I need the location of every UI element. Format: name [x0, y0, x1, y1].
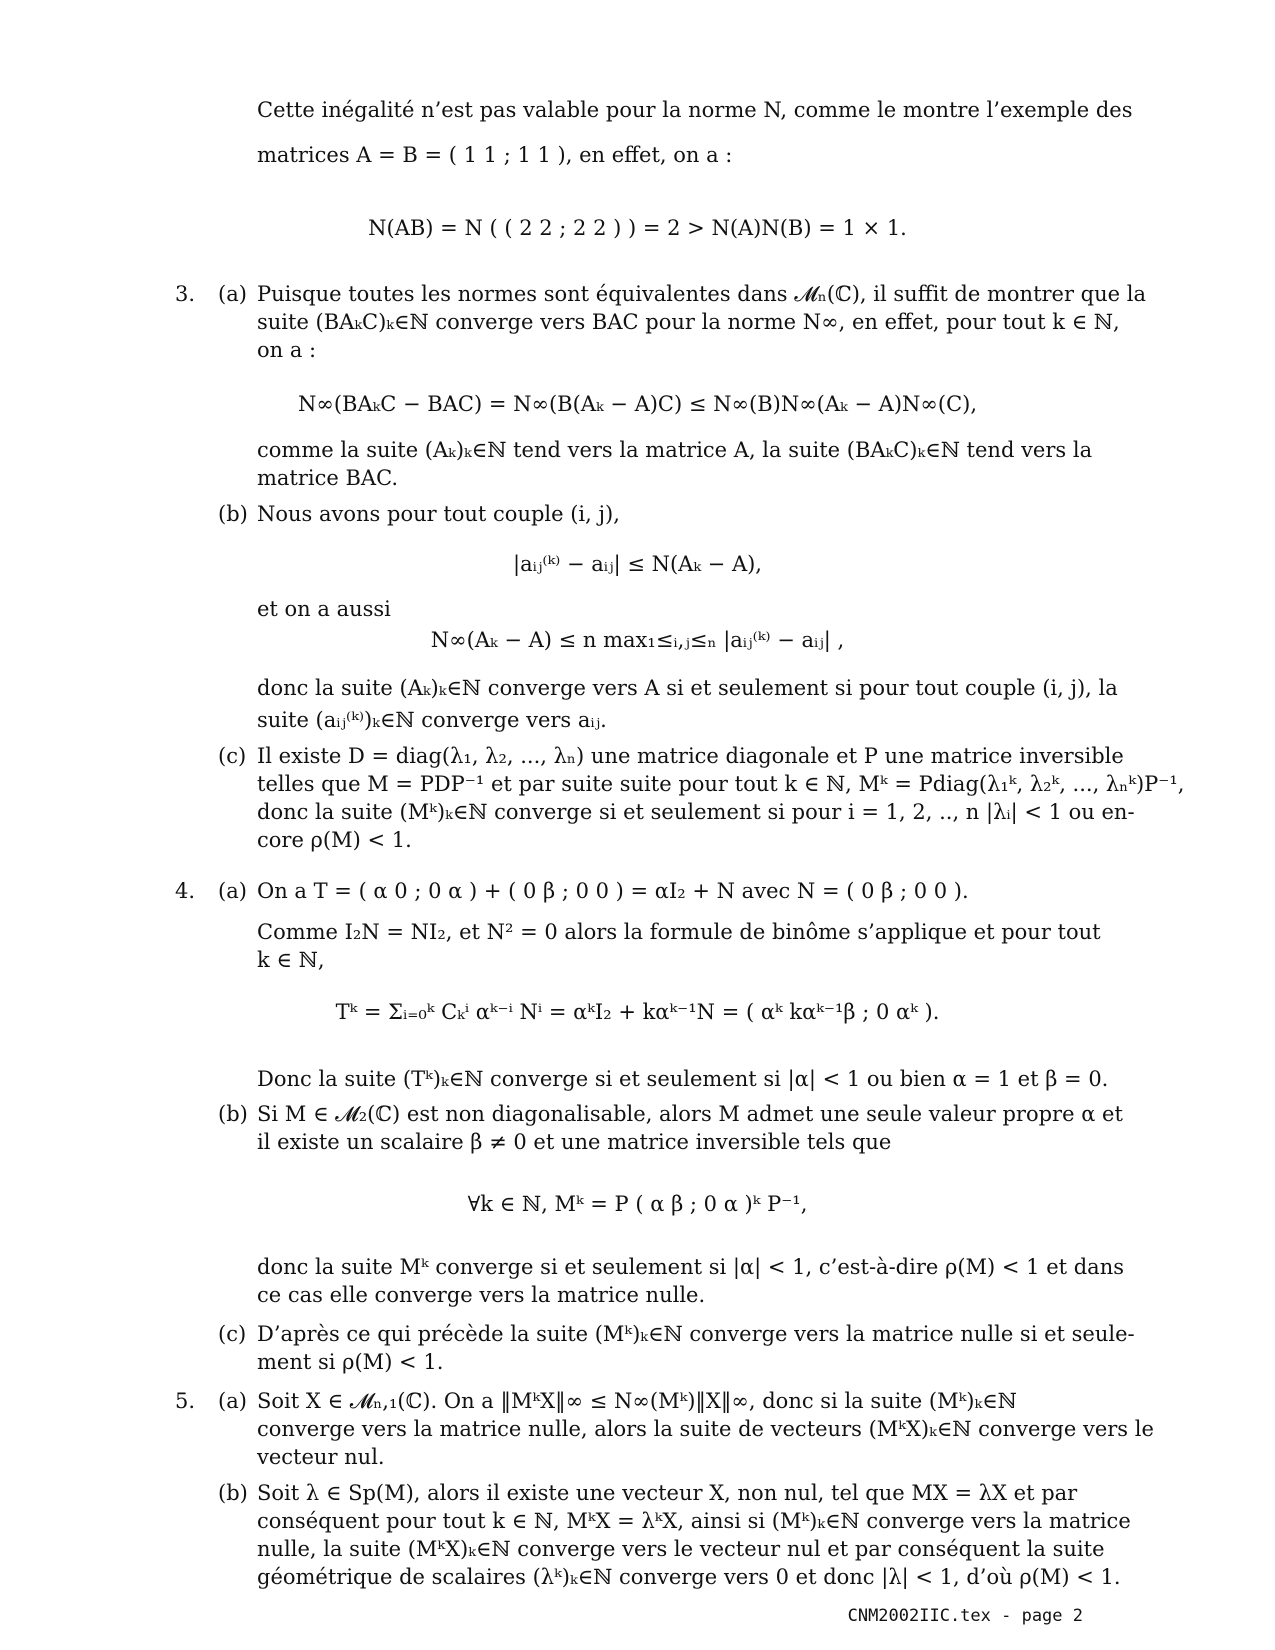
item-3b-equation-1: |aᵢⱼ⁽ᵏ⁾ − aᵢⱼ| ≤ N(Aₖ − A),: [513, 552, 762, 576]
item-4a-after: Donc la suite (Tᵏ)ₖ∈ℕ converge si et seulement si |α| < 1 ou bien α = 1 et β = 0.: [257, 1067, 1109, 1091]
item-3b-label: (b): [218, 502, 248, 526]
item-5a-line-1: Soit X ∈ 𝓜ₙ,₁(ℂ). On a ‖MᵏX‖∞ ≤ N∞(Mᵏ)‖X‖∞, donc si la suite (Mᵏ)ₖ∈ℕ: [257, 1389, 1017, 1413]
item-4a-line-3: k ∈ ℕ,: [257, 948, 325, 972]
item-3a-label: (a): [218, 282, 247, 306]
intro-line-1: Cette inégalité n’est pas valable pour la norme N, comme le montre l’exemple des: [257, 98, 1133, 122]
item-4c-line-2: ment si ρ(M) < 1.: [257, 1350, 444, 1374]
item-4a-equation: Tᵏ = Σᵢ₌₀ᵏ Cₖⁱ αᵏ⁻ⁱ Nⁱ = αᵏI₂ + kαᵏ⁻¹N = ( αᵏ kαᵏ⁻¹β ; 0 αᵏ ).: [335, 1000, 940, 1024]
item-5b-line-1: Soit λ ∈ Sp(M), alors il existe une vecteur X, non nul, tel que MX = λX et par: [257, 1481, 1078, 1505]
page-footer: CNM2002IIC.tex - page 2: [847, 1606, 1083, 1626]
item-5a-line-3: vecteur nul.: [257, 1445, 385, 1469]
item-4b-line-1: Si M ∈ 𝓜₂(ℂ) est non diagonalisable, alors M admet une seule valeur propre α et: [257, 1102, 1123, 1126]
item-3b-line-2: et on a aussi: [257, 597, 391, 621]
item-3a-line-2: suite (BAₖC)ₖ∈ℕ converge vers BAC pour la norme N∞, en effet, pour tout k ∈ ℕ,: [257, 310, 1120, 334]
item-3b-after-2: suite (aᵢⱼ⁽ᵏ⁾)ₖ∈ℕ converge vers aᵢⱼ.: [257, 708, 607, 732]
item-4b-label: (b): [218, 1102, 248, 1126]
item-5b-label: (b): [218, 1481, 248, 1505]
item-3b-equation-2: N∞(Aₖ − A) ≤ n max₁≤ᵢ,ⱼ≤ₙ |aᵢⱼ⁽ᵏ⁾ − aᵢⱼ| ,: [430, 628, 845, 652]
item-5b-line-2: conséquent pour tout k ∈ ℕ, MᵏX = λᵏX, ainsi si (Mᵏ)ₖ∈ℕ converge vers la matrice: [257, 1509, 1131, 1533]
item-number-5: 5.: [175, 1389, 196, 1413]
item-4c-label: (c): [218, 1322, 247, 1346]
item-3a-line-1: Puisque toutes les normes sont équivalentes dans 𝓜ₙ(ℂ), il suffit de montrer que la: [257, 282, 1146, 306]
item-5a-label: (a): [218, 1389, 247, 1413]
item-4b-after-1: donc la suite Mᵏ converge si et seulement si |α| < 1, c’est-à-dire ρ(M) < 1 et dans: [257, 1255, 1124, 1279]
item-4a-line-2: Comme I₂N = NI₂, et N² = 0 alors la formule de binôme s’applique et pour tout: [257, 920, 1101, 944]
item-3c-line-4: core ρ(M) < 1.: [257, 828, 412, 852]
item-3b-line-1: Nous avons pour tout couple (i, j),: [257, 502, 620, 526]
item-3a-equation: N∞(BAₖC − BAC) = N∞(B(Aₖ − A)C) ≤ N∞(B)N∞(Aₖ − A)N∞(C),: [297, 392, 978, 416]
intro-equation: N(AB) = N ( ( 2 2 ; 2 2 ) ) = 2 > N(A)N(B) = 1 × 1.: [368, 216, 907, 240]
item-3c-line-2: telles que M = PDP⁻¹ et par suite suite pour tout k ∈ ℕ, Mᵏ = Pdiag(λ₁ᵏ, λ₂ᵏ, ..., λₙᵏ)P⁻¹,: [257, 772, 1185, 796]
item-number-3: 3.: [175, 282, 196, 306]
item-4a-label: (a): [218, 879, 247, 903]
item-4a-line-1: On a T = ( α 0 ; 0 α ) + ( 0 β ; 0 0 ) = αI₂ + N avec N = ( 0 β ; 0 0 ).: [257, 879, 969, 903]
item-3a-after-2: matrice BAC.: [257, 466, 399, 490]
item-3c-line-1: Il existe D = diag(λ₁, λ₂, ..., λₙ) une matrice diagonale et P une matrice inversible: [257, 744, 1124, 768]
item-4b-line-2: il existe un scalaire β ≠ 0 et une matrice inversible tels que: [257, 1130, 892, 1154]
item-number-4: 4.: [175, 879, 196, 903]
item-5a-line-2: converge vers la matrice nulle, alors la suite de vecteurs (MᵏX)ₖ∈ℕ converge vers le: [257, 1417, 1154, 1441]
item-3c-label: (c): [218, 744, 247, 768]
item-3b-after-1: donc la suite (Aₖ)ₖ∈ℕ converge vers A si et seulement si pour tout couple (i, j), la: [257, 676, 1118, 700]
item-5b-line-4: géométrique de scalaires (λᵏ)ₖ∈ℕ converge vers 0 et donc |λ| < 1, d’où ρ(M) < 1.: [257, 1565, 1121, 1589]
item-4c-line-1: D’après ce qui précède la suite (Mᵏ)ₖ∈ℕ converge vers la matrice nulle si et seule-: [257, 1322, 1135, 1346]
intro-line-2: matrices A = B = ( 1 1 ; 1 1 ), en effet, on a :: [257, 143, 733, 167]
item-4b-after-2: ce cas elle converge vers la matrice nulle.: [257, 1283, 706, 1307]
item-3a-line-3: on a :: [257, 338, 317, 362]
item-4b-equation: ∀k ∈ ℕ, Mᵏ = P ( α β ; 0 α )ᵏ P⁻¹,: [467, 1192, 808, 1216]
item-3c-line-3: donc la suite (Mᵏ)ₖ∈ℕ converge si et seulement si pour i = 1, 2, .., n |λᵢ| < 1 ou en-: [257, 800, 1135, 824]
item-3a-after-1: comme la suite (Aₖ)ₖ∈ℕ tend vers la matrice A, la suite (BAₖC)ₖ∈ℕ tend vers la: [257, 438, 1093, 462]
item-5b-line-3: nulle, la suite (MᵏX)ₖ∈ℕ converge vers le vecteur nul et par conséquent la suite: [257, 1537, 1105, 1561]
